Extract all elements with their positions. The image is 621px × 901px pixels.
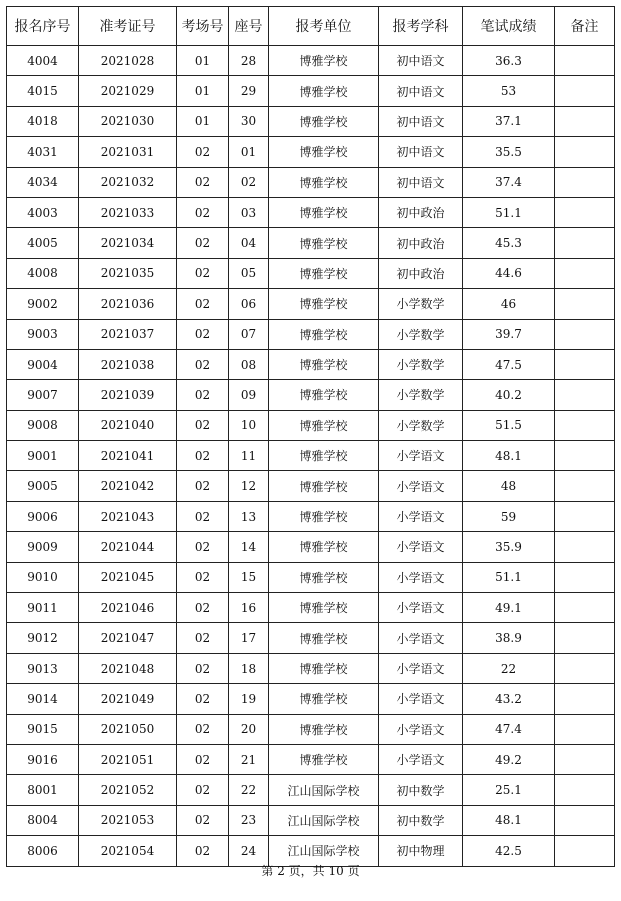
exam-room-no-cell: 02 <box>177 167 229 197</box>
remarks-cell <box>555 106 615 136</box>
registration-no-cell: 4031 <box>7 137 79 167</box>
seat-no-cell: 15 <box>229 562 269 592</box>
table-row <box>7 441 615 471</box>
applied-subject-cell: 初中政治 <box>379 228 463 258</box>
registration-no-cell: 4004 <box>7 46 79 76</box>
admission-ticket-no-cell: 2021035 <box>79 258 177 288</box>
admission-ticket-no-cell: 2021036 <box>79 289 177 319</box>
table-row <box>7 137 615 167</box>
written-score-cell: 40.2 <box>463 380 555 410</box>
remarks-cell <box>555 593 615 623</box>
remarks-cell <box>555 228 615 258</box>
applied-unit-cell: 江山国际学校 <box>269 805 379 835</box>
written-score-cell: 35.5 <box>463 137 555 167</box>
registration-no-cell: 8004 <box>7 805 79 835</box>
seat-no-cell: 18 <box>229 653 269 683</box>
admission-ticket-no-cell: 2021054 <box>79 836 177 866</box>
written-score-cell: 48 <box>463 471 555 501</box>
remarks-cell <box>555 441 615 471</box>
applied-unit-cell: 博雅学校 <box>269 744 379 774</box>
seat-no-cell: 09 <box>229 380 269 410</box>
header-exam-room-no: 考场号 <box>177 7 229 46</box>
table-row <box>7 258 615 288</box>
admission-ticket-no-cell: 2021037 <box>79 319 177 349</box>
seat-no-cell: 19 <box>229 684 269 714</box>
table-row <box>7 228 615 258</box>
applied-unit-cell: 博雅学校 <box>269 228 379 258</box>
remarks-cell <box>555 319 615 349</box>
seat-no-cell: 28 <box>229 46 269 76</box>
seat-no-cell: 03 <box>229 197 269 227</box>
applied-subject-cell: 小学语文 <box>379 441 463 471</box>
applied-subject-cell: 小学数学 <box>379 289 463 319</box>
seat-no-cell: 29 <box>229 76 269 106</box>
header-applied-unit: 报考单位 <box>269 7 379 46</box>
exam-room-no-cell: 02 <box>177 380 229 410</box>
applied-subject-cell: 小学语文 <box>379 623 463 653</box>
exam-room-no-cell: 02 <box>177 197 229 227</box>
seat-no-cell: 21 <box>229 744 269 774</box>
table-row <box>7 593 615 623</box>
written-score-cell: 42.5 <box>463 836 555 866</box>
applied-unit-cell: 博雅学校 <box>269 593 379 623</box>
written-score-cell: 48.1 <box>463 805 555 835</box>
exam-room-no-cell: 02 <box>177 623 229 653</box>
applied-subject-cell: 初中语文 <box>379 76 463 106</box>
table-row <box>7 76 615 106</box>
seat-no-cell: 22 <box>229 775 269 805</box>
exam-room-no-cell: 02 <box>177 441 229 471</box>
written-score-cell: 53 <box>463 76 555 106</box>
table-row <box>7 167 615 197</box>
exam-room-no-cell: 02 <box>177 137 229 167</box>
exam-room-no-cell: 02 <box>177 653 229 683</box>
applied-subject-cell: 小学语文 <box>379 471 463 501</box>
remarks-cell <box>555 714 615 744</box>
applied-subject-cell: 小学语文 <box>379 744 463 774</box>
written-score-cell: 47.4 <box>463 714 555 744</box>
applied-unit-cell: 博雅学校 <box>269 258 379 288</box>
seat-no-cell: 14 <box>229 532 269 562</box>
registration-no-cell: 4008 <box>7 258 79 288</box>
applied-subject-cell: 小学语文 <box>379 593 463 623</box>
registration-no-cell: 9004 <box>7 349 79 379</box>
table-row <box>7 410 615 440</box>
registration-no-cell: 9012 <box>7 623 79 653</box>
applied-subject-cell: 初中数学 <box>379 775 463 805</box>
header-remarks: 备注 <box>555 7 615 46</box>
written-score-cell: 44.6 <box>463 258 555 288</box>
applied-unit-cell: 博雅学校 <box>269 46 379 76</box>
exam-room-no-cell: 02 <box>177 349 229 379</box>
applied-unit-cell: 博雅学校 <box>269 197 379 227</box>
seat-no-cell: 11 <box>229 441 269 471</box>
applied-unit-cell: 博雅学校 <box>269 653 379 683</box>
table-row <box>7 197 615 227</box>
admission-ticket-no-cell: 2021032 <box>79 167 177 197</box>
registration-no-cell: 9011 <box>7 593 79 623</box>
exam-room-no-cell: 02 <box>177 836 229 866</box>
table-row <box>7 532 615 562</box>
registration-no-cell: 9002 <box>7 289 79 319</box>
applied-subject-cell: 初中政治 <box>379 197 463 227</box>
written-score-cell: 36.3 <box>463 46 555 76</box>
written-score-cell: 37.1 <box>463 106 555 136</box>
exam-room-no-cell: 02 <box>177 714 229 744</box>
registration-no-cell: 9008 <box>7 410 79 440</box>
registration-no-cell: 4003 <box>7 197 79 227</box>
applied-unit-cell: 博雅学校 <box>269 471 379 501</box>
table-row <box>7 349 615 379</box>
table-row <box>7 46 615 76</box>
exam-room-no-cell: 02 <box>177 562 229 592</box>
applied-unit-cell: 博雅学校 <box>269 714 379 744</box>
registration-no-cell: 8001 <box>7 775 79 805</box>
seat-no-cell: 23 <box>229 805 269 835</box>
table-row <box>7 380 615 410</box>
registration-no-cell: 9006 <box>7 501 79 531</box>
exam-room-no-cell: 02 <box>177 501 229 531</box>
written-score-cell: 51.5 <box>463 410 555 440</box>
seat-no-cell: 10 <box>229 410 269 440</box>
applied-unit-cell: 博雅学校 <box>269 441 379 471</box>
written-score-cell: 35.9 <box>463 532 555 562</box>
applied-subject-cell: 小学语文 <box>379 532 463 562</box>
registration-no-cell: 9003 <box>7 319 79 349</box>
written-score-cell: 43.2 <box>463 684 555 714</box>
header-applied-subject: 报考学科 <box>379 7 463 46</box>
registration-no-cell: 9015 <box>7 714 79 744</box>
remarks-cell <box>555 197 615 227</box>
written-score-cell: 48.1 <box>463 441 555 471</box>
remarks-cell <box>555 380 615 410</box>
written-score-cell: 39.7 <box>463 319 555 349</box>
exam-room-no-cell: 02 <box>177 410 229 440</box>
written-score-cell: 47.5 <box>463 349 555 379</box>
applied-unit-cell: 江山国际学校 <box>269 836 379 866</box>
table-row <box>7 471 615 501</box>
remarks-cell <box>555 684 615 714</box>
written-score-cell: 46 <box>463 289 555 319</box>
admission-ticket-no-cell: 2021051 <box>79 744 177 774</box>
applied-subject-cell: 初中物理 <box>379 836 463 866</box>
registration-no-cell: 9001 <box>7 441 79 471</box>
registration-no-cell: 9014 <box>7 684 79 714</box>
admission-ticket-no-cell: 2021046 <box>79 593 177 623</box>
written-score-cell: 51.1 <box>463 197 555 227</box>
exam-room-no-cell: 02 <box>177 228 229 258</box>
written-score-cell: 51.1 <box>463 562 555 592</box>
seat-no-cell: 06 <box>229 289 269 319</box>
seat-no-cell: 05 <box>229 258 269 288</box>
applied-unit-cell: 博雅学校 <box>269 380 379 410</box>
written-score-cell: 59 <box>463 501 555 531</box>
admission-ticket-no-cell: 2021050 <box>79 714 177 744</box>
remarks-cell <box>555 258 615 288</box>
admission-ticket-no-cell: 2021048 <box>79 653 177 683</box>
registration-no-cell: 9007 <box>7 380 79 410</box>
remarks-cell <box>555 775 615 805</box>
seat-no-cell: 04 <box>229 228 269 258</box>
remarks-cell <box>555 562 615 592</box>
applied-subject-cell: 初中语文 <box>379 46 463 76</box>
applied-subject-cell: 小学语文 <box>379 714 463 744</box>
applied-unit-cell: 博雅学校 <box>269 137 379 167</box>
registration-no-cell: 9005 <box>7 471 79 501</box>
admission-ticket-no-cell: 2021030 <box>79 106 177 136</box>
admission-ticket-no-cell: 2021042 <box>79 471 177 501</box>
applied-subject-cell: 小学数学 <box>379 349 463 379</box>
admission-ticket-no-cell: 2021044 <box>79 532 177 562</box>
applied-subject-cell: 初中政治 <box>379 258 463 288</box>
applied-subject-cell: 小学语文 <box>379 501 463 531</box>
remarks-cell <box>555 501 615 531</box>
applied-unit-cell: 博雅学校 <box>269 76 379 106</box>
seat-no-cell: 02 <box>229 167 269 197</box>
applied-subject-cell: 小学数学 <box>379 380 463 410</box>
remarks-cell <box>555 744 615 774</box>
applied-subject-cell: 小学语文 <box>379 653 463 683</box>
seat-no-cell: 08 <box>229 349 269 379</box>
written-score-cell: 37.4 <box>463 167 555 197</box>
exam-room-no-cell: 02 <box>177 744 229 774</box>
exam-room-no-cell: 02 <box>177 805 229 835</box>
written-score-cell: 49.1 <box>463 593 555 623</box>
seat-no-cell: 30 <box>229 106 269 136</box>
remarks-cell <box>555 410 615 440</box>
applied-subject-cell: 小学语文 <box>379 562 463 592</box>
header-registration-no: 报名序号 <box>7 7 79 46</box>
table-row <box>7 289 615 319</box>
remarks-cell <box>555 532 615 562</box>
admission-ticket-no-cell: 2021041 <box>79 441 177 471</box>
seat-no-cell: 13 <box>229 501 269 531</box>
exam-room-no-cell: 02 <box>177 532 229 562</box>
table-row <box>7 805 615 835</box>
written-score-cell: 22 <box>463 653 555 683</box>
remarks-cell <box>555 76 615 106</box>
applied-subject-cell: 小学数学 <box>379 410 463 440</box>
registration-no-cell: 8006 <box>7 836 79 866</box>
applied-unit-cell: 博雅学校 <box>269 106 379 136</box>
remarks-cell <box>555 349 615 379</box>
admission-ticket-no-cell: 2021043 <box>79 501 177 531</box>
exam-room-no-cell: 01 <box>177 76 229 106</box>
applied-unit-cell: 博雅学校 <box>269 167 379 197</box>
written-score-cell: 45.3 <box>463 228 555 258</box>
applied-unit-cell: 博雅学校 <box>269 319 379 349</box>
written-score-cell: 25.1 <box>463 775 555 805</box>
remarks-cell <box>555 167 615 197</box>
page-footer: 第 2 页，共 10 页 <box>261 864 360 878</box>
written-score-cell: 38.9 <box>463 623 555 653</box>
registration-no-cell: 9009 <box>7 532 79 562</box>
admission-ticket-no-cell: 2021045 <box>79 562 177 592</box>
remarks-cell <box>555 289 615 319</box>
admission-ticket-no-cell: 2021053 <box>79 805 177 835</box>
table-row <box>7 775 615 805</box>
applied-subject-cell: 小学数学 <box>379 319 463 349</box>
applied-unit-cell: 博雅学校 <box>269 684 379 714</box>
applied-unit-cell: 博雅学校 <box>269 349 379 379</box>
remarks-cell <box>555 471 615 501</box>
registration-no-cell: 4034 <box>7 167 79 197</box>
header-seat-no: 座号 <box>229 7 269 46</box>
seat-no-cell: 12 <box>229 471 269 501</box>
remarks-cell <box>555 46 615 76</box>
table-row <box>7 714 615 744</box>
exam-room-no-cell: 01 <box>177 46 229 76</box>
seat-no-cell: 20 <box>229 714 269 744</box>
applied-unit-cell: 博雅学校 <box>269 501 379 531</box>
table-row <box>7 562 615 592</box>
remarks-cell <box>555 805 615 835</box>
admission-ticket-no-cell: 2021052 <box>79 775 177 805</box>
admission-ticket-no-cell: 2021029 <box>79 76 177 106</box>
written-score-cell: 49.2 <box>463 744 555 774</box>
seat-no-cell: 07 <box>229 319 269 349</box>
header-written-score: 笔试成绩 <box>463 7 555 46</box>
admission-ticket-no-cell: 2021031 <box>79 137 177 167</box>
registration-no-cell: 9016 <box>7 744 79 774</box>
table-body <box>7 46 615 867</box>
table-row <box>7 501 615 531</box>
exam-room-no-cell: 02 <box>177 593 229 623</box>
applied-subject-cell: 初中语文 <box>379 106 463 136</box>
table-row <box>7 744 615 774</box>
applied-unit-cell: 博雅学校 <box>269 410 379 440</box>
admission-ticket-no-cell: 2021039 <box>79 380 177 410</box>
remarks-cell <box>555 137 615 167</box>
remarks-cell <box>555 653 615 683</box>
exam-room-no-cell: 01 <box>177 106 229 136</box>
seat-no-cell: 16 <box>229 593 269 623</box>
exam-room-no-cell: 02 <box>177 289 229 319</box>
exam-room-no-cell: 02 <box>177 319 229 349</box>
seat-no-cell: 01 <box>229 137 269 167</box>
table-row <box>7 106 615 136</box>
admission-ticket-no-cell: 2021049 <box>79 684 177 714</box>
applied-unit-cell: 博雅学校 <box>269 623 379 653</box>
table-row <box>7 319 615 349</box>
applied-unit-cell: 博雅学校 <box>269 532 379 562</box>
table-header-row <box>7 7 615 46</box>
applied-subject-cell: 初中数学 <box>379 805 463 835</box>
applied-unit-cell: 博雅学校 <box>269 289 379 319</box>
seat-no-cell: 17 <box>229 623 269 653</box>
score-table <box>6 6 615 867</box>
applied-unit-cell: 博雅学校 <box>269 562 379 592</box>
registration-no-cell: 4018 <box>7 106 79 136</box>
exam-room-no-cell: 02 <box>177 471 229 501</box>
admission-ticket-no-cell: 2021038 <box>79 349 177 379</box>
applied-subject-cell: 初中语文 <box>379 137 463 167</box>
applied-unit-cell: 江山国际学校 <box>269 775 379 805</box>
admission-ticket-no-cell: 2021034 <box>79 228 177 258</box>
admission-ticket-no-cell: 2021033 <box>79 197 177 227</box>
table-row <box>7 623 615 653</box>
table-row <box>7 653 615 683</box>
seat-no-cell: 24 <box>229 836 269 866</box>
exam-room-no-cell: 02 <box>177 684 229 714</box>
registration-no-cell: 4005 <box>7 228 79 258</box>
admission-ticket-no-cell: 2021028 <box>79 46 177 76</box>
registration-no-cell: 4015 <box>7 76 79 106</box>
header-admission-ticket-no: 准考证号 <box>79 7 177 46</box>
registration-no-cell: 9010 <box>7 562 79 592</box>
exam-room-no-cell: 02 <box>177 775 229 805</box>
registration-no-cell: 9013 <box>7 653 79 683</box>
exam-room-no-cell: 02 <box>177 258 229 288</box>
admission-ticket-no-cell: 2021047 <box>79 623 177 653</box>
applied-subject-cell: 初中语文 <box>379 167 463 197</box>
admission-ticket-no-cell: 2021040 <box>79 410 177 440</box>
applied-subject-cell: 小学语文 <box>379 684 463 714</box>
table-row <box>7 684 615 714</box>
remarks-cell <box>555 623 615 653</box>
